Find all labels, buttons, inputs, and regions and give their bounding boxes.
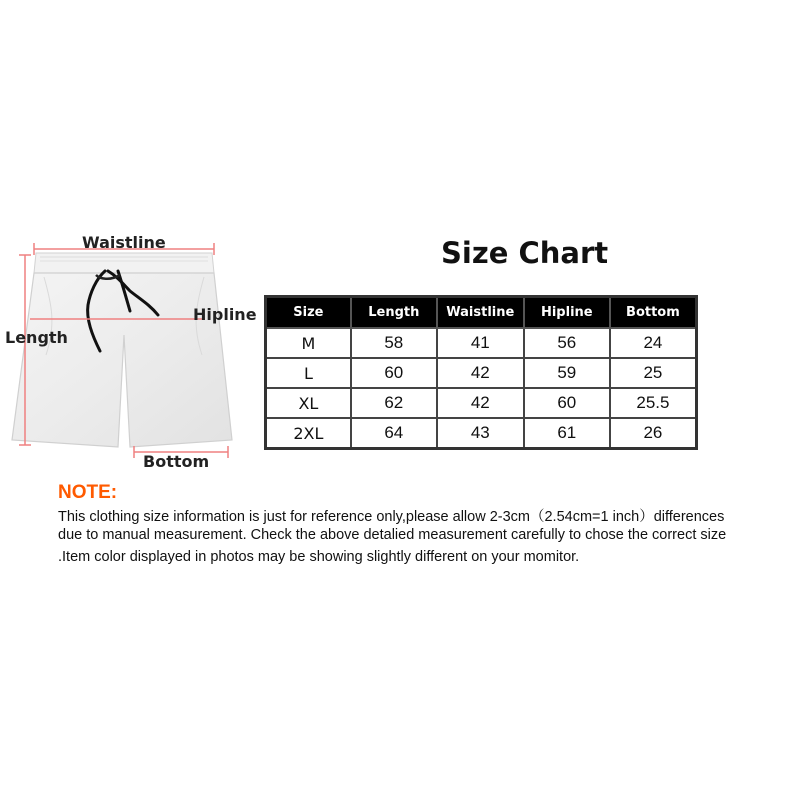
cell-waistline: 42 — [437, 388, 524, 418]
shorts-measurement-diagram — [0, 215, 262, 475]
bottom-label: Bottom — [143, 452, 210, 471]
cell-length: 64 — [351, 418, 437, 449]
cell-hipline: 56 — [524, 328, 610, 358]
table-row — [266, 328, 697, 358]
cell-bottom: 25.5 — [610, 388, 697, 418]
cell-bottom: 24 — [610, 328, 697, 358]
note-line: .Item color displayed in photos may be showing slightly different on your momitor. — [58, 549, 580, 565]
table-header-row — [266, 297, 697, 329]
cell-size: 2XL — [266, 418, 351, 449]
cell-length: 62 — [351, 388, 437, 418]
note-line: due to manual measurement. Check the above detalied measurement carefully to chose the correct size — [58, 527, 727, 543]
waistline-label: Waistline — [82, 233, 166, 252]
header-bottom: Bottom — [610, 297, 697, 329]
header-length: Length — [351, 297, 437, 329]
cell-waistline: 42 — [437, 358, 524, 388]
header-hipline: Hipline — [524, 297, 610, 329]
header-size: Size — [266, 297, 351, 329]
cell-bottom: 26 — [610, 418, 697, 449]
cell-hipline: 60 — [524, 388, 610, 418]
cell-hipline: 59 — [524, 358, 610, 388]
header-waistline: Waistline — [437, 297, 524, 329]
note-line: This clothing size information is just for reference only,please allow 2-3cm（2.54cm=1 inch）differences — [58, 509, 725, 525]
cell-size: XL — [266, 388, 351, 418]
shorts-image — [12, 253, 232, 447]
cell-waistline: 41 — [437, 328, 524, 358]
cell-hipline: 61 — [524, 418, 610, 449]
cell-bottom: 25 — [610, 358, 697, 388]
note-title: NOTE: — [58, 482, 118, 503]
cell-length: 58 — [351, 328, 437, 358]
cell-size: M — [266, 328, 351, 358]
table-row — [266, 418, 697, 449]
hipline-label: Hipline — [193, 305, 257, 324]
size-chart-table — [264, 295, 698, 450]
length-label: Length — [5, 328, 68, 347]
cell-waistline: 43 — [437, 418, 524, 449]
size-chart-title: Size Chart — [441, 236, 609, 270]
cell-size: L — [266, 358, 351, 388]
table-row — [266, 388, 697, 418]
cell-length: 60 — [351, 358, 437, 388]
table-row — [266, 358, 697, 388]
